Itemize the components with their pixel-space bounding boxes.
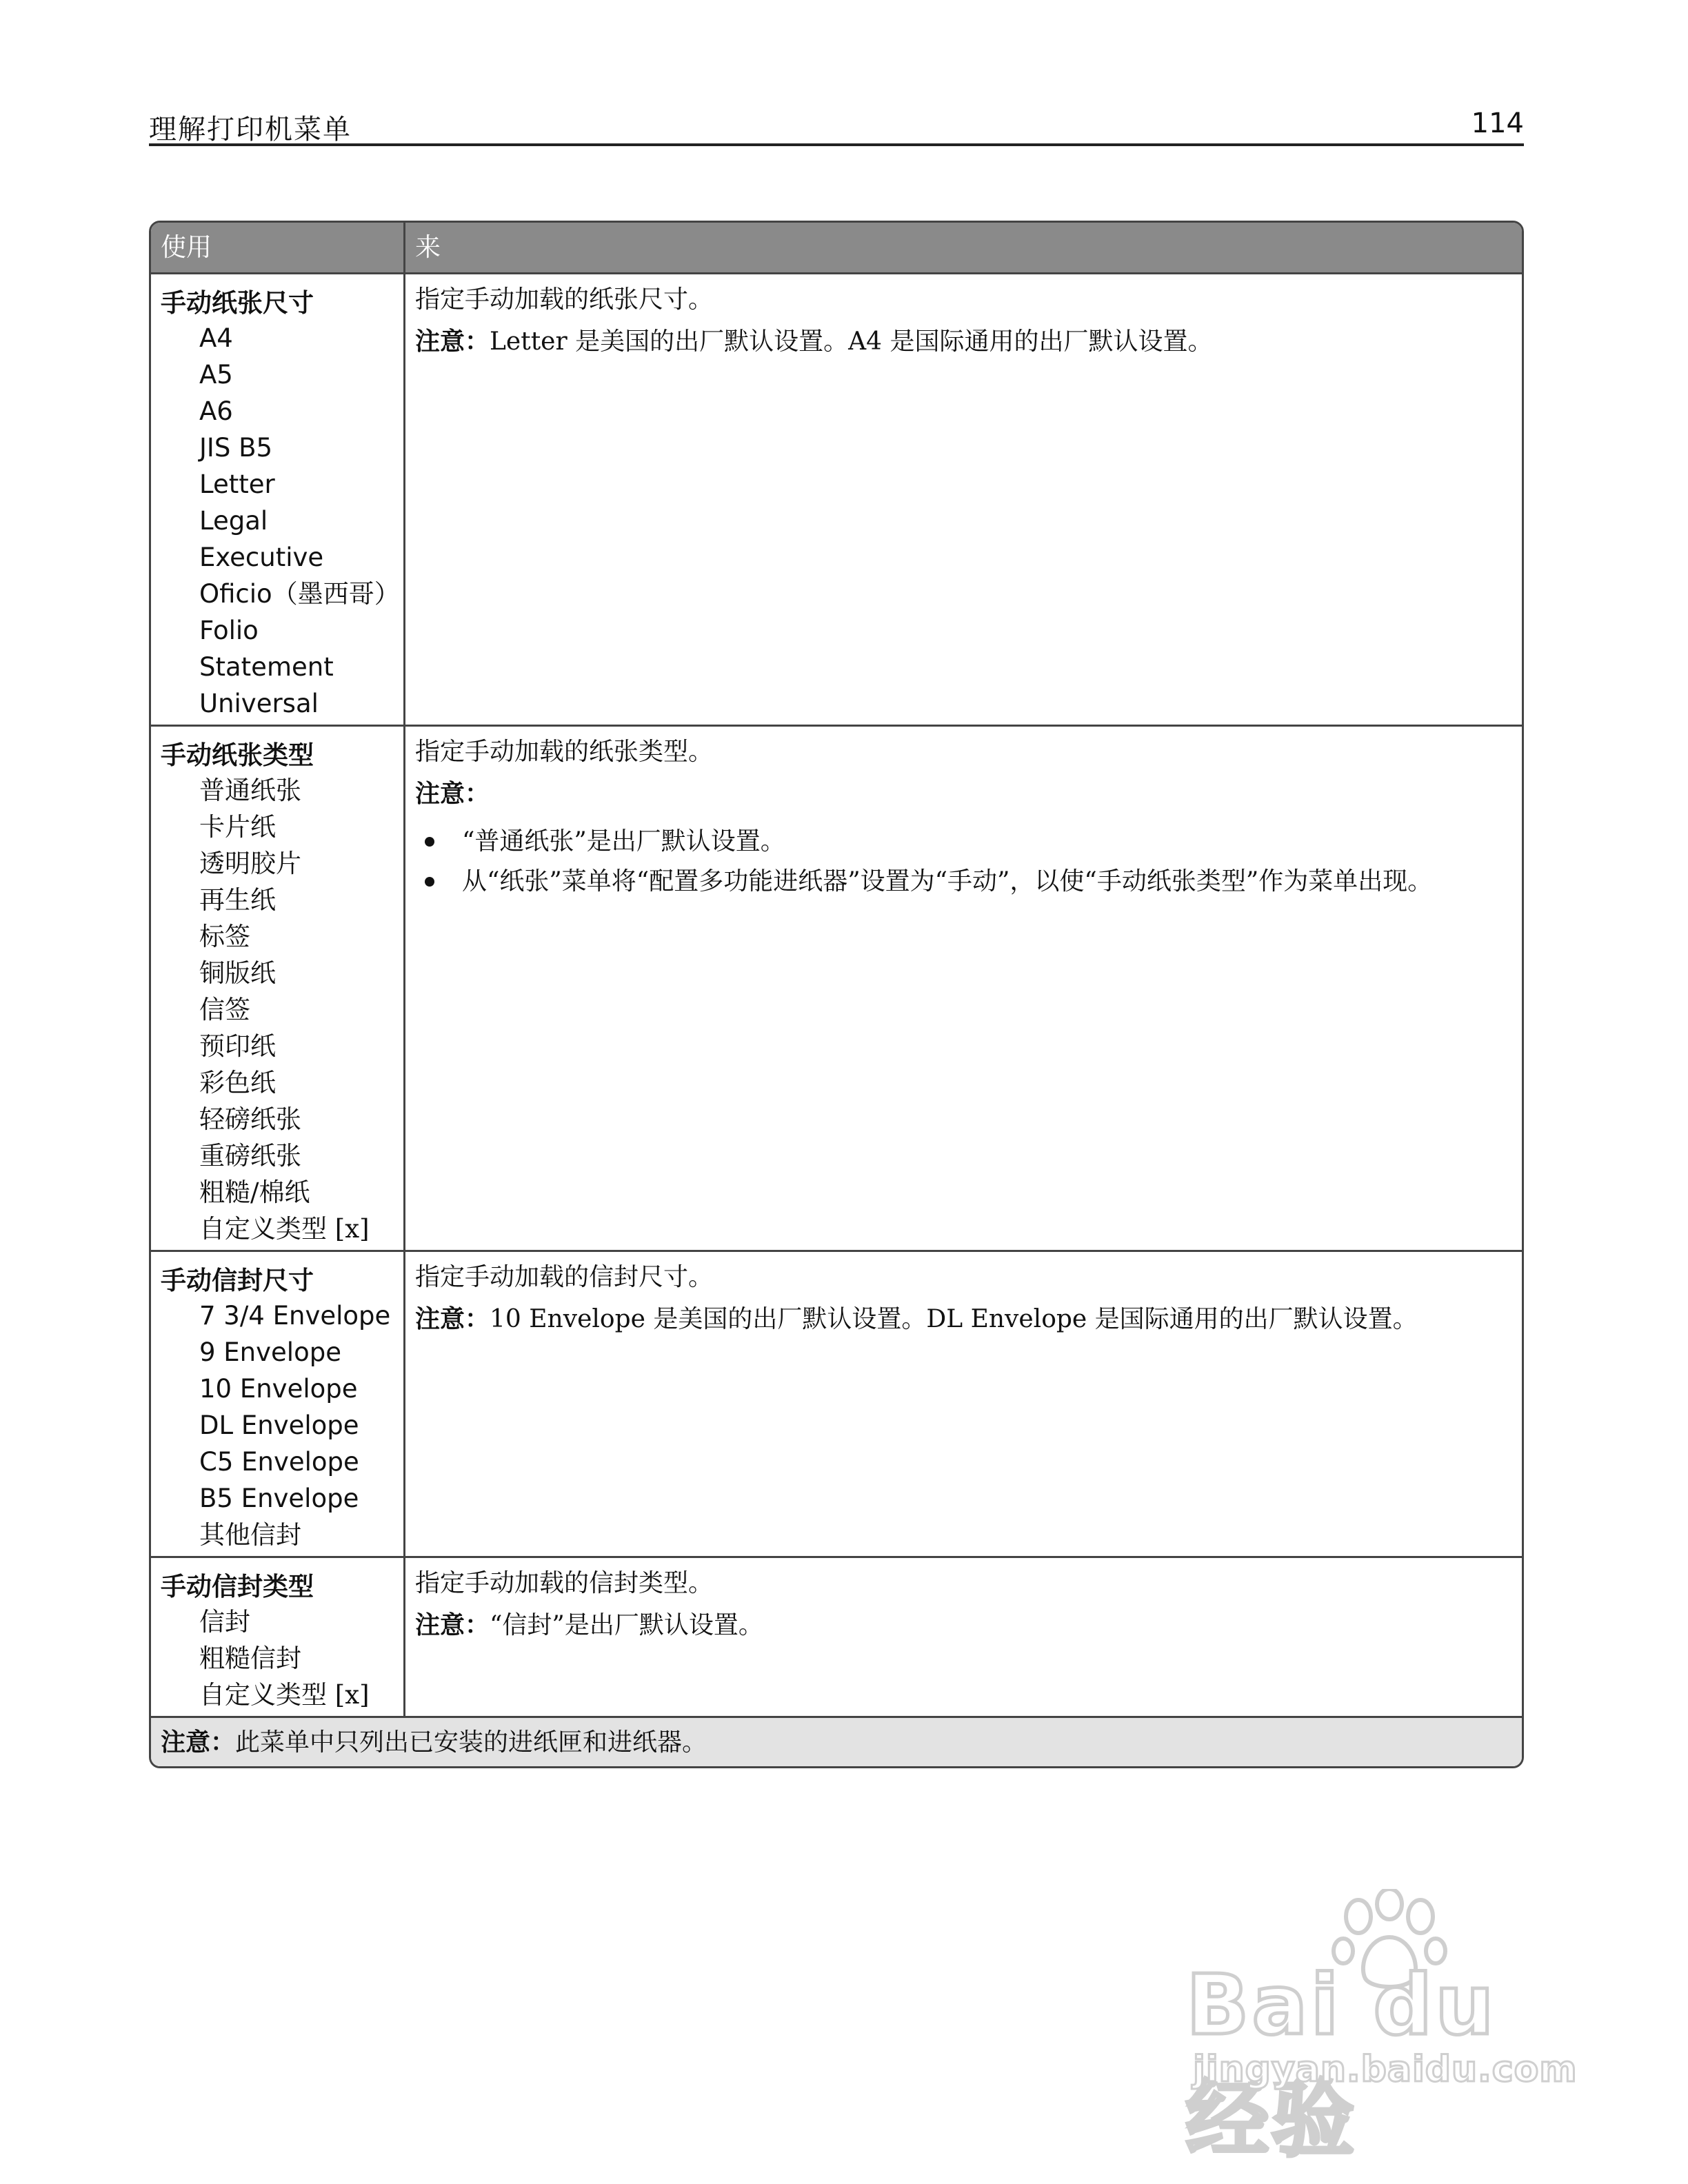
option-item: 粗糙信封 (199, 1644, 301, 1673)
description-cell (405, 1252, 1522, 1556)
option-item: A6 (199, 396, 233, 426)
option-item: 普通纸张 (199, 776, 301, 805)
note (415, 1609, 1503, 1641)
description-cell (405, 274, 1522, 725)
description-cell (405, 727, 1522, 1250)
option-title: 手动信封尺寸 (161, 1265, 314, 1295)
bullet-icon (425, 837, 434, 847)
table-row-manual-paper-type (151, 727, 1522, 1252)
option-cell (151, 274, 405, 725)
option-list (161, 772, 403, 1247)
option-item: 自定义类型 [x] (199, 1214, 370, 1244)
option-item: JIS B5 (199, 433, 272, 463)
note-bullets (415, 825, 1503, 898)
baidu-watermark (1179, 1889, 1593, 2168)
note-text: 此菜单中只列出已安装的进纸匣和进纸器。 (235, 1728, 707, 1757)
bullet-item (415, 865, 1503, 898)
option-list (161, 1604, 403, 1713)
note-label: 注意： (415, 779, 490, 808)
bullet-icon (425, 877, 434, 887)
watermark-url: jingyan.baidu.com (1193, 2049, 1578, 2090)
option-item: 其他信封 (199, 1520, 301, 1550)
option-item: 粗糙/棉纸 (199, 1177, 310, 1207)
option-item: 轻磅纸张 (199, 1104, 301, 1134)
option-item: B5 Envelope (199, 1484, 359, 1513)
option-item: 7 3/4 Envelope (199, 1301, 391, 1331)
option-item: 标签 (199, 922, 250, 951)
menu-table (149, 221, 1524, 1768)
option-item: 彩色纸 (199, 1068, 276, 1098)
note-label: 注意： (161, 1728, 236, 1757)
option-item: 重磅纸张 (199, 1141, 301, 1171)
page-title: 理解打印机菜单 (149, 114, 352, 145)
option-item: 自定义类型 [x] (199, 1680, 370, 1710)
option-cell (151, 1252, 405, 1556)
option-item: Folio (199, 616, 259, 645)
option-item: 10 Envelope (199, 1374, 358, 1404)
table-footer-note (151, 1718, 1522, 1766)
header-use: 使用 (151, 223, 405, 272)
option-item: Legal (199, 506, 268, 536)
note-text: 10 Envelope 是美国的出厂默认设置。DL Envelope 是国际通用的出厂默认设置。 (490, 1305, 1418, 1333)
option-list (161, 1297, 403, 1553)
option-item: Letter (199, 469, 275, 499)
description: 指定手动加载的纸张类型。 (415, 738, 714, 766)
description-cell (405, 1558, 1522, 1716)
option-item: 信签 (199, 995, 250, 1024)
option-item: Oficio（墨西哥） (199, 579, 400, 609)
option-item: Statement (199, 652, 334, 682)
note-text: Letter 是美国的出厂默认设置。A4 是国际通用的出厂默认设置。 (490, 327, 1213, 356)
option-cell (151, 727, 405, 1250)
option-item: DL Envelope (199, 1410, 359, 1440)
option-cell (151, 1558, 405, 1716)
option-item: 透明胶片 (199, 849, 301, 878)
note (415, 325, 1503, 358)
option-title: 手动纸张类型 (161, 740, 314, 770)
option-item: 铜版纸 (199, 958, 276, 988)
bullet-text: 从“纸张”菜单将“配置多功能进纸器”设置为“手动”，以使“手动纸张类型”作为菜单出现。 (462, 867, 1433, 896)
table-row-manual-envelope-type (151, 1558, 1522, 1718)
option-item: 信封 (199, 1607, 250, 1637)
option-item: 再生纸 (199, 885, 276, 915)
note (415, 1303, 1503, 1335)
option-title: 手动信封类型 (161, 1571, 314, 1601)
option-item: A4 (199, 323, 233, 353)
option-item: Universal (199, 689, 319, 718)
option-title: 手动纸张尺寸 (161, 287, 314, 318)
option-item: 预印纸 (199, 1031, 276, 1061)
page-header (149, 105, 1524, 146)
table-header (151, 223, 1522, 274)
note-label: 注意： (415, 327, 490, 356)
bullet-item (415, 825, 1503, 858)
description: 指定手动加载的纸张尺寸。 (415, 285, 714, 314)
note (415, 778, 1503, 810)
option-item: 卡片纸 (199, 812, 276, 842)
table-row-manual-paper-size (151, 274, 1522, 727)
description: 指定手动加载的信封尺寸。 (415, 1263, 714, 1291)
header-to: 来 (415, 232, 441, 262)
note-label: 注意： (415, 1610, 490, 1639)
watermark-brand: Bai du 经验 (1186, 1958, 1497, 2168)
note-label: 注意： (415, 1304, 490, 1333)
option-item: 9 Envelope (199, 1337, 341, 1367)
option-list (161, 320, 403, 722)
option-item: A5 (199, 360, 233, 390)
description: 指定手动加载的信封类型。 (415, 1569, 714, 1597)
page-number: 114 (1471, 108, 1524, 139)
note-text: “信封”是出厂默认设置。 (490, 1611, 763, 1639)
table-row-manual-envelope-size (151, 1252, 1522, 1558)
bullet-text: “普通纸张”是出厂默认设置。 (462, 827, 785, 856)
option-item: Executive (199, 543, 324, 572)
option-item: C5 Envelope (199, 1447, 359, 1477)
